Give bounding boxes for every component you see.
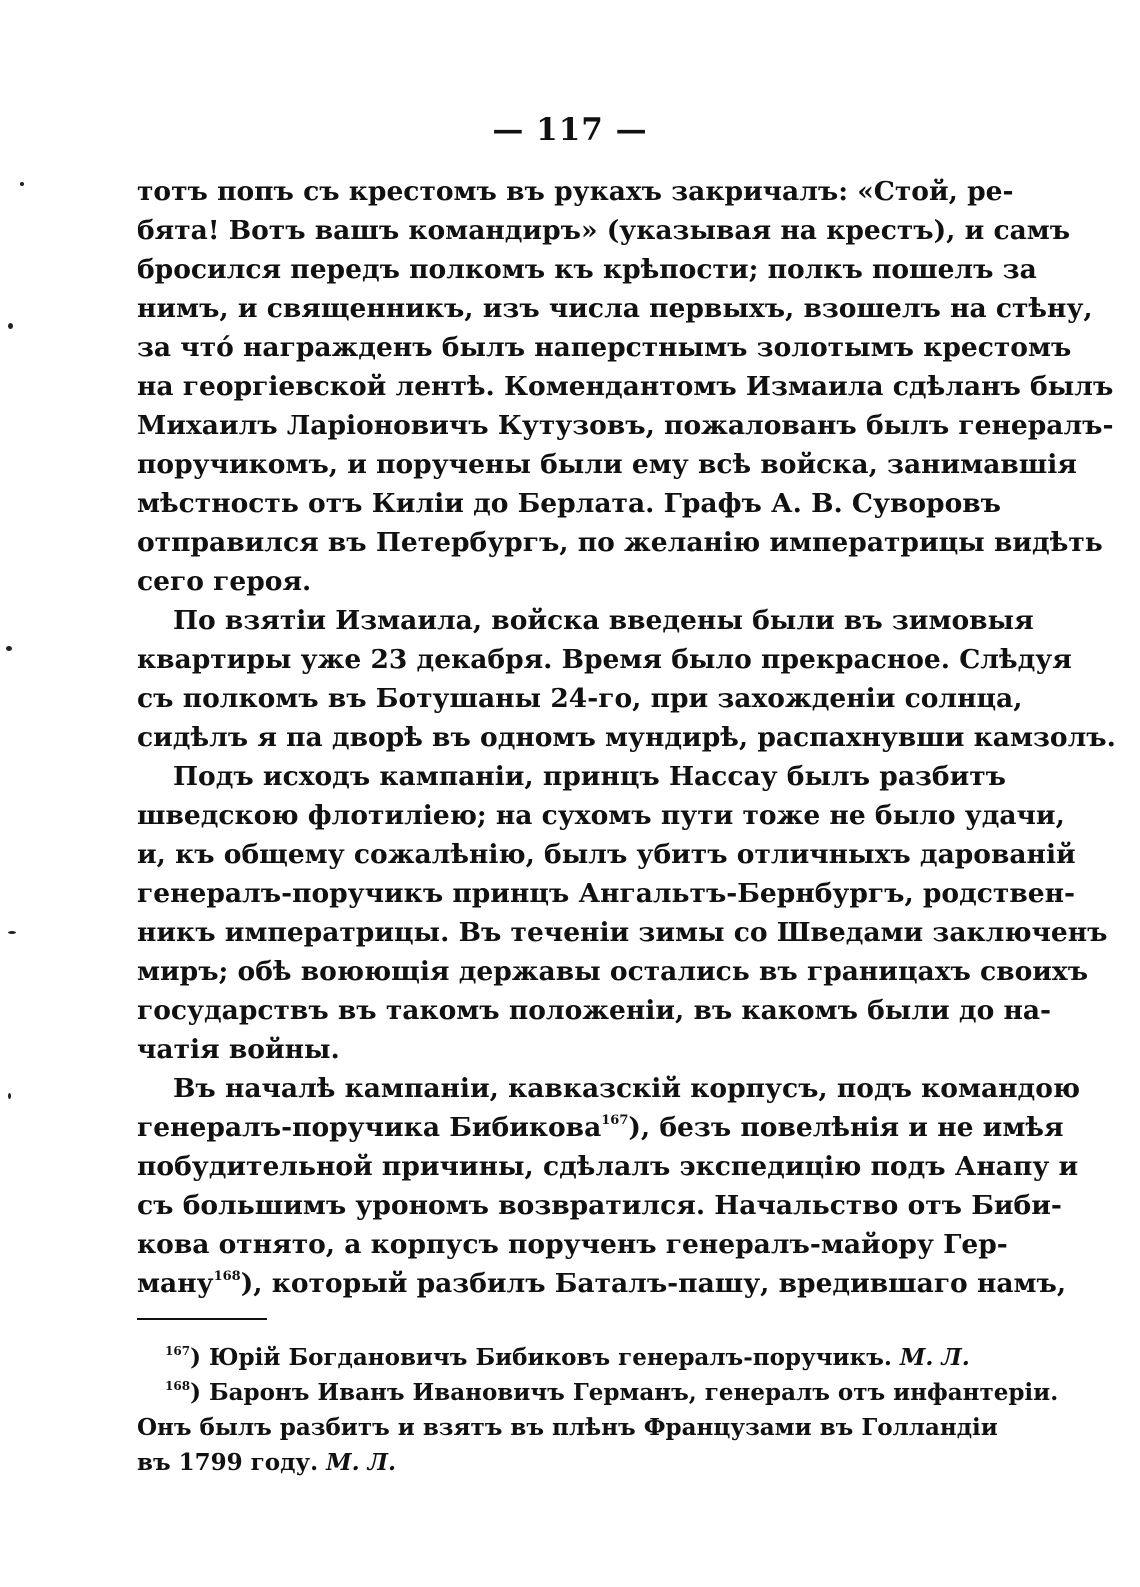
body-text: [137, 172, 1116, 1303]
text-line: нимъ, и священникъ, изъ числа первыхъ, взошелъ на стѣну,: [137, 293, 1093, 324]
scan-speck: [8, 931, 16, 934]
text-line: По взятіи Измаила, войска введены были въ зимовыя: [173, 605, 1034, 636]
footnote-167: [137, 1340, 970, 1375]
footnote-number: 168: [165, 1379, 191, 1393]
scan-speck: [8, 323, 13, 329]
footnote-168: [137, 1375, 1059, 1410]
text-line: чатія войны.: [137, 1034, 340, 1065]
text-line: мѣстность отъ Киліи до Берлата. Графъ А. В. Суворовъ: [137, 488, 1002, 519]
text-line: тотъ попъ съ крестомъ въ рукахъ закричалъ: «Стой, ре-: [137, 176, 1014, 207]
text-line: [137, 1264, 1067, 1303]
text-segment: генералъ-поручика Бибикова: [137, 1112, 602, 1143]
text-line: съ большимъ урономъ возвратился. Начальство отъ Биби-: [137, 1190, 1062, 1221]
text-line: съ полкомъ въ Ботушаны 24-го, при захожденіи солнца,: [137, 683, 1023, 714]
text-line: на георгіевской лентѣ. Комендантомъ Измаила сдѣланъ былъ: [137, 371, 1114, 402]
scan-speck: [8, 1093, 11, 1099]
page-number: — 117 —: [492, 112, 648, 148]
footnote-initials: М. Л.: [899, 1344, 970, 1371]
text-line: сего героя.: [137, 566, 312, 597]
footnote-text: въ 1799 году.: [137, 1449, 319, 1476]
text-segment: ), который разбилъ Баталъ-пашу, вредившаго намъ,: [240, 1268, 1067, 1299]
text-line: и, къ общему сожалѣнію, былъ убитъ отличныхъ дарованій: [137, 839, 1076, 870]
scan-speck: [20, 182, 24, 186]
footnote-rule: [137, 1318, 267, 1320]
text-line: никъ императрицы. Въ теченіи зимы со Шведами заключенъ: [137, 917, 1108, 948]
text-line: кова отнято, а корпусъ порученъ генералъ-майору Гер-: [137, 1229, 1008, 1260]
text-line: шведскою флотиліею; на сухомъ пути тоже не было удачи,: [137, 800, 1065, 831]
footnote-text: ) Баронъ Иванъ Ивановичъ Германъ, генералъ отъ инфантеріи.: [190, 1379, 1059, 1406]
footnote-text: ) Юрій Богдановичъ Бибиковъ генералъ-поручикъ.: [190, 1344, 892, 1371]
text-segment: ), безъ повелѣнія и не имѣя: [628, 1112, 1064, 1143]
text-line: Подъ исходъ кампаніи, принцъ Нассау былъ разбитъ: [173, 761, 1006, 792]
text-line: отправился въ Петербургъ, по желанію императрицы видѣть: [137, 527, 1103, 558]
text-line: побудительной причины, сдѣлалъ экспедицію подъ Анапу и: [137, 1151, 1079, 1182]
text-line: квартиры уже 23 декабря. Время было прекрасное. Слѣдуя: [137, 644, 1072, 675]
footnote-ref[interactable]: 168: [213, 1269, 241, 1284]
footnotes: [137, 1340, 1059, 1480]
text-line: Михаилъ Ларіоновичъ Кутузовъ, пожалованъ былъ генералъ-: [137, 410, 1114, 441]
text-line: миръ; обѣ воюющія державы остались въ границахъ своихъ: [137, 956, 1089, 987]
footnote-initials: М. Л.: [326, 1449, 396, 1476]
text-line: бята! Вотъ вашъ командиръ» (указывая на крестъ), и самъ: [137, 215, 1071, 246]
footnote-168-line2: Онъ былъ разбитъ и взятъ въ плѣнъ Французами въ Голландіи: [137, 1414, 998, 1441]
footnote-168-line3: [137, 1445, 923, 1480]
footnote-ref[interactable]: 167: [601, 1113, 629, 1128]
text-segment: ману: [137, 1268, 214, 1299]
text-line: за что́ награжденъ былъ наперстнымъ золотымъ крестомъ: [137, 332, 1072, 363]
text-line: бросился передъ полкомъ къ крѣпости; полкъ пошелъ за: [137, 254, 1037, 285]
text-line: Въ началѣ кампаніи, кавказскій корпусъ, подъ командою: [173, 1073, 1081, 1104]
text-line: генералъ-поручикъ принцъ Ангальтъ-Бернбургъ, родствен-: [137, 878, 1075, 909]
text-line: поручикомъ, и поручены были ему всѣ войска, занимавшія: [137, 449, 1077, 480]
text-line: сидѣлъ я па дворѣ въ одномъ мундирѣ, распахнувши камзолъ.: [137, 722, 1116, 753]
footnote-number: 167: [165, 1344, 191, 1358]
text-line: [137, 1108, 1064, 1147]
text-line: государствъ въ такомъ положеніи, въ какомъ были до на-: [137, 995, 1052, 1026]
scan-speck: [6, 646, 12, 651]
